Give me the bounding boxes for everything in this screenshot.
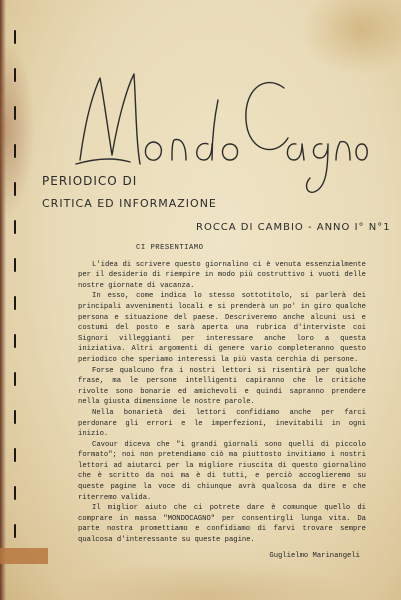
binding-hole: [14, 334, 16, 348]
article-paragraph: Cavour diceva che "i grandi giornali sono quelli di piccolo formato"; noi non pretendiamo ciò ma piuttosto invitiamo i nostri lettori ad aiutarci per la migliore riuscita di questo giornalino che è scritto da noi ma è di tutti, e perciò accoglieremo su queste pagine la voce di chiunque avrà qualcosa da dire e che riterremo valida.: [78, 440, 366, 502]
binding-hole: [14, 30, 16, 44]
binding-hole: [14, 144, 16, 158]
article-paragraph: Il miglior aiuto che ci potrete dare è comunque quello di comprare in massa "MONDOCAGNO" per consentirgli lunga vita. Da parte nostra promettiamo e confidiamo di farvi trovare sempre qualcosa d'interessante su queste pagine.: [78, 504, 366, 545]
article-heading: CI PRESENTIAMO: [136, 244, 204, 252]
binding-hole: [14, 448, 16, 462]
staple-binding: [12, 30, 20, 550]
binding-hole: [14, 486, 16, 500]
article-paragraph: In esso, come indica lo stesso sottotitolo, si parlerà dei principali avvenimenti locali e si prenderà un po' in giro qualche persona e situazione del paese. Descriveremo anche alcuni usi e costumi del posto e sarà aperta una rubrica d'interviste coi Signori villeggianti per interessare anche loro a questa iniziativa. Altri argomenti di genere vario completeranno questo periodico che speriamo interessi la più vasta cerchia di persone.: [78, 292, 366, 364]
binding-hole: [14, 68, 16, 82]
binding-hole: [14, 296, 16, 310]
subtitle-line-1: PERIODICO DI: [42, 174, 138, 188]
page-edge-stain: [0, 0, 6, 600]
paper-stain: [60, 560, 360, 600]
binding-hole: [14, 524, 16, 538]
binding-hole: [14, 372, 16, 386]
article-paragraph: Forse qualcuno fra i nostri lettori si risentirà per qualche frase, ma le persone intelligenti capiranno che le critiche rivolte sono bonarie ed amichevoli e quindi sapranno prendere nella giusta dimensione le nostre parole.: [78, 366, 366, 407]
tape-strip: [0, 548, 48, 564]
binding-hole: [14, 182, 16, 196]
author-signature: Guglielmo Marinangeli: [269, 551, 360, 560]
binding-hole: [14, 106, 16, 120]
binding-hole: [14, 410, 16, 424]
article-paragraph: L'idea di scrivere questo giornalino ci è venuta essenzialmente per il desiderio di riempire in modo più costruttivo i vuoti delle nostre giornate di vacanza.: [78, 260, 366, 290]
binding-hole: [14, 258, 16, 272]
place-and-issue: ROCCA DI CAMBIO - ANNO I° N°1: [196, 222, 391, 233]
subtitle-line-2: CRITICA ED INFORMAZIONE: [42, 197, 217, 210]
article-paragraph: Nella bonarietà dei lettori confidiamo anche per farci perdonare gli errori e le imperfezioni, inevitabili in ogni inizio.: [78, 408, 366, 439]
article-body: [78, 243, 366, 561]
binding-hole: [14, 220, 16, 234]
